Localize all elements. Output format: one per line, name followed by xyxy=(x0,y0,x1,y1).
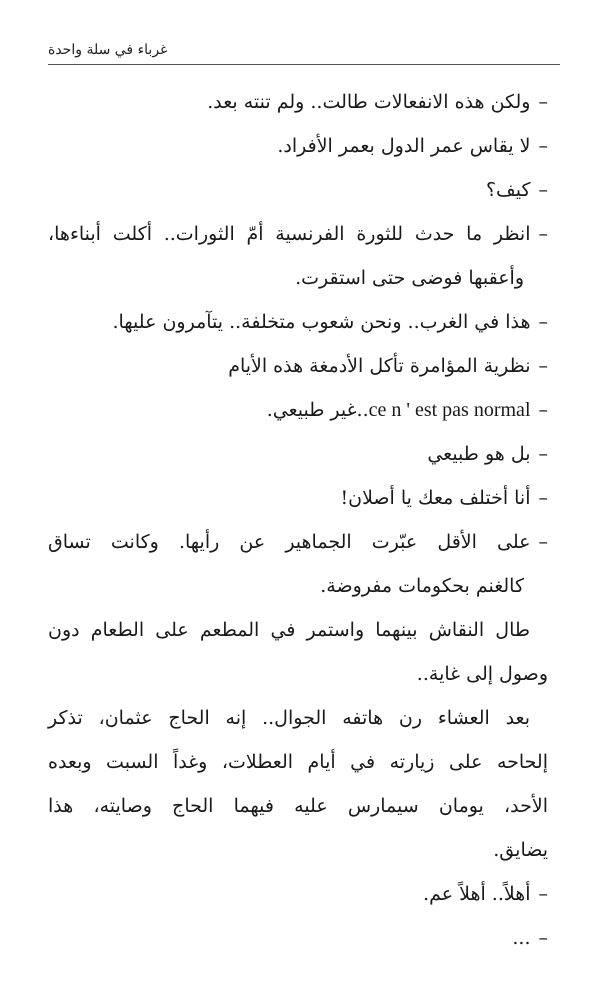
dialogue-line xyxy=(48,124,548,168)
line-text: وصول إلى غاية.. xyxy=(416,663,548,685)
line-text: طال النقاش بينهما واستمر في المطعم على الطعام دون xyxy=(48,619,530,641)
line-text: الأحد، يومان سيمارس عليه فيهما الحاج وصايته، هذا xyxy=(48,795,548,817)
line-text: انظر ما حدث للثورة الفرنسية أمّ الثورات.. أكلت أبناءها، xyxy=(48,223,531,245)
line-text: نظرية المؤامرة تأكل الأدمغة هذه الأيام xyxy=(228,355,531,377)
line-text: هذا في الغرب.. ونحن شعوب متخلفة.. يتآمرون عليها. xyxy=(112,311,531,333)
dialogue-dash: – xyxy=(538,487,548,509)
line-text: لا يقاس عمر الدول بعمر الأفراد. xyxy=(277,135,531,157)
dialogue-dash: – xyxy=(538,531,548,553)
line-text: بل هو طبيعي xyxy=(427,443,531,465)
line-text: ولكن هذه الانفعالات طالت.. ولم تنته بعد. xyxy=(207,91,531,113)
dialogue-dash: – xyxy=(538,311,548,333)
dialogue-line xyxy=(48,300,548,344)
line-text: وأعقبها فوضى حتى استقرت. xyxy=(295,267,524,289)
dialogue-dash: – xyxy=(538,883,548,905)
dialogue-dash: – xyxy=(538,223,548,245)
page-header xyxy=(48,38,560,65)
line-text: ..غير طبيعي. xyxy=(266,399,369,421)
dialogue-line xyxy=(48,872,548,916)
dialogue-line xyxy=(48,520,548,564)
dialogue-dash: – xyxy=(538,443,548,465)
dialogue-dash: – xyxy=(538,135,548,157)
paragraph-line xyxy=(48,740,548,784)
line-text: يضايق. xyxy=(493,839,548,861)
line-text: أنا أختلف معك يا أصلان! xyxy=(340,487,531,509)
paragraph-line xyxy=(48,608,548,652)
paragraph-line xyxy=(48,652,548,696)
dialogue-line xyxy=(48,432,548,476)
dialogue-dash: – xyxy=(538,91,548,113)
line-text: كيف؟ xyxy=(485,179,531,201)
french-phrase: ce n ' est pas normal xyxy=(368,399,531,421)
line-text: أهلاً.. أهلاً عم. xyxy=(423,883,531,905)
dialogue-line xyxy=(48,168,548,212)
line-text: ... xyxy=(512,927,531,949)
continuation-line xyxy=(48,256,548,300)
dialogue-line xyxy=(48,80,548,124)
line-text: بعد العشاء رن هاتفه الجوال.. إنه الحاج عثمان، تذكر xyxy=(48,707,530,729)
dialogue-line xyxy=(48,476,548,520)
text-body xyxy=(48,80,548,960)
continuation-line xyxy=(48,564,548,608)
line-text: كالغنم بحكومات مفروضة. xyxy=(320,575,524,597)
dialogue-line xyxy=(48,388,548,432)
dialogue-dash: – xyxy=(538,927,548,949)
line-text: على الأقل عبّرت الجماهير عن رأيها. وكانت تساق xyxy=(48,531,531,553)
line-text: إلحاحه على زيارته في أيام العطلات، وغداً السبت وبعده xyxy=(48,751,548,773)
dialogue-line xyxy=(48,916,548,960)
dialogue-line xyxy=(48,344,548,388)
dialogue-dash: – xyxy=(538,399,548,421)
paragraph-line xyxy=(48,696,548,740)
dialogue-line xyxy=(48,212,548,256)
paragraph-line xyxy=(48,828,548,872)
dialogue-dash: – xyxy=(538,179,548,201)
paragraph-line xyxy=(48,784,548,828)
running-title: غرباء في سلة واحدة xyxy=(48,42,168,58)
dialogue-dash: – xyxy=(538,355,548,377)
